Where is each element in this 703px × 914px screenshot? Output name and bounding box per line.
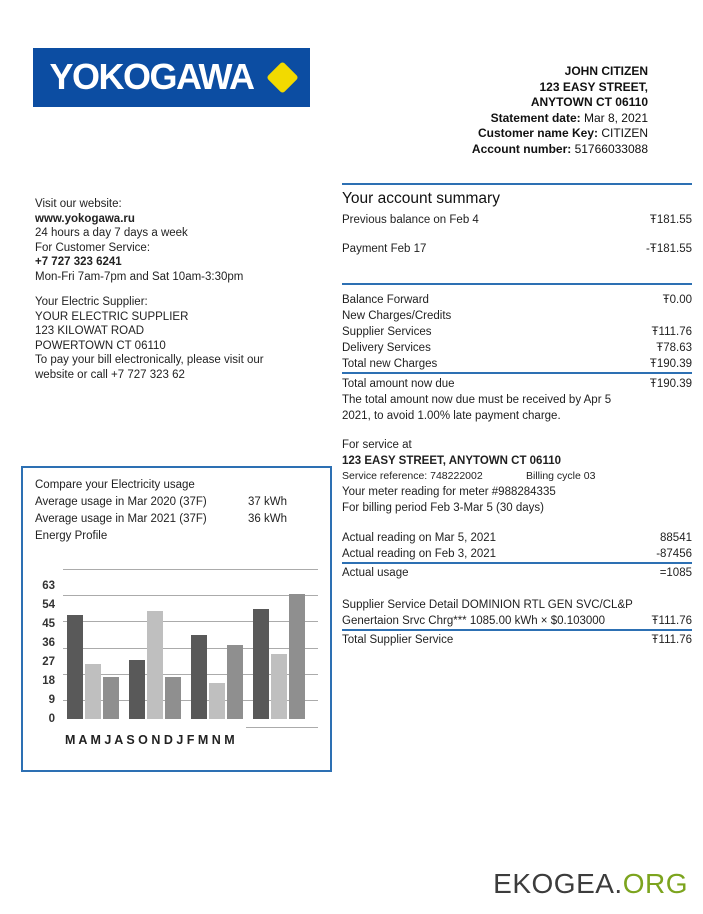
contact-line: 24 hours a day 7 days a week (35, 227, 188, 240)
meter-reading-line: Your meter reading for meter #988284335 (342, 486, 556, 498)
row-value: 36 kWh (248, 513, 287, 525)
charges-row-balance-forward (342, 292, 692, 308)
charges-row-new-charges (342, 308, 692, 324)
contact-line: Mon-Fri 7am-7pm and Sat 10am-3:30pm (35, 270, 244, 283)
y-tick-label: 36 (42, 636, 55, 649)
reading-row-feb (342, 546, 692, 562)
account-summary (342, 183, 692, 648)
bar (129, 660, 145, 719)
account-number-row (472, 142, 648, 158)
customer-key-value: CITIZEN (598, 126, 648, 140)
reading-row-mar (342, 530, 692, 546)
diamond-icon (266, 61, 299, 94)
bar (147, 611, 163, 719)
recipient-name: JOHN CITIZEN (564, 64, 648, 78)
website-url: www.yokogawa.ru (35, 212, 135, 225)
y-tick-label: 18 (42, 674, 55, 687)
divider-line (342, 629, 692, 631)
supplier-detail-header: Supplier Service Detail DOMINION RTL GEN SVC/CL&P (342, 599, 633, 611)
row-label: Actual reading on Feb 3, 2021 (342, 548, 497, 560)
bar (191, 635, 207, 720)
row-label: Total new Charges (342, 358, 438, 370)
ekogea-logo-dark: EKOGEA. (493, 868, 623, 899)
contact-line: Visit our website: (35, 198, 122, 210)
due-note-line-1: The total amount now due must be received by Apr 5 (342, 394, 612, 406)
row-value: =1085 (659, 567, 692, 579)
bar (67, 615, 83, 719)
generation-charge-row (342, 613, 692, 629)
row-value: Ŧ111.76 (651, 634, 692, 646)
supplier-block (35, 295, 264, 383)
y-tick-label: 54 (42, 598, 55, 611)
y-tick-label: 9 (48, 694, 55, 706)
account-number-value: 51766033088 (571, 141, 648, 156)
row-value: -87456 (656, 548, 692, 560)
supplier-pay-note-1: To pay your bill electronically, please visit our (35, 354, 264, 367)
charges-row-total-new-charges (342, 356, 692, 372)
bar (85, 664, 101, 719)
energy-profile-chart (35, 569, 318, 725)
bar-group (129, 611, 181, 719)
service-reference-row (342, 469, 692, 484)
row-label: Total amount now due (342, 378, 455, 390)
row-label: Average usage in Mar 2020 (37F) (35, 496, 207, 508)
service-address: 123 EASY STREET, ANYTOWN CT 06110 (342, 455, 562, 467)
supplier-line: Your Electric Supplier: (35, 296, 148, 308)
divider-line (342, 183, 692, 185)
bar (227, 645, 243, 719)
recipient-address-1: 123 EASY STREET, (539, 79, 648, 94)
account-number-label: Account number: (471, 141, 572, 156)
electricity-usage-box (21, 466, 332, 772)
contact-line: For Customer Service: (35, 241, 151, 254)
bar (209, 683, 225, 719)
charges-row-supplier-services (342, 324, 692, 340)
bar-group (67, 615, 119, 719)
usage-row-2020 (35, 494, 287, 511)
total-supplier-service-row (342, 632, 692, 648)
row-label: Genertaion Srvc Chrg*** 1085.00 kWh × $0.103000 (342, 615, 606, 627)
chart-plot (63, 569, 318, 719)
row-value: 88541 (660, 532, 692, 544)
y-tick-label: 63 (42, 579, 55, 592)
customer-service-phone: +7 727 323 6241 (35, 256, 122, 269)
row-value: Ŧ0.00 (662, 294, 692, 306)
supplier-address-2: POWERTOWN CT 06110 (35, 339, 166, 352)
statement-date-row (472, 111, 648, 127)
statement-date-value: Mar 8, 2021 (580, 110, 648, 125)
supplier-pay-note-2: website or call +7 727 323 62 (35, 368, 185, 381)
row-value: -Ŧ181.55 (645, 243, 692, 255)
actual-usage-row (342, 565, 692, 581)
ekogea-logo (493, 868, 688, 900)
chart-baseline-segment (246, 727, 318, 728)
chart-yticks (35, 569, 63, 725)
row-label: Actual reading on Mar 5, 2021 (342, 532, 497, 544)
supplier-address-1: 123 KILOWAT ROAD (35, 325, 145, 338)
ekogea-logo-green: ORG (622, 868, 688, 899)
row-value: Ŧ190.39 (649, 378, 692, 390)
row-label: Actual usage (342, 567, 409, 579)
row-label: Balance Forward (342, 294, 429, 306)
row-label: Total Supplier Service (342, 634, 454, 646)
service-intro: For service at (342, 439, 412, 451)
service-reference: Service reference: 748222002 (342, 470, 483, 482)
bar (271, 654, 287, 719)
gridline (63, 569, 318, 570)
logo-wordmark: YOKOGAWA (49, 55, 254, 97)
row-value: Ŧ181.55 (649, 214, 692, 226)
y-tick-label: 45 (42, 617, 55, 630)
usage-box-title: Compare your Electricity usage (35, 479, 195, 491)
supplier-name: YOUR ELECTRIC SUPPLIER (35, 310, 189, 323)
divider-line (342, 562, 692, 564)
billing-cycle: Billing cycle 03 (526, 470, 596, 482)
y-tick-label: 0 (48, 713, 55, 725)
usage-row-2021 (35, 511, 287, 528)
row-label: Average usage in Mar 2021 (37F) (35, 513, 207, 525)
chart-x-axis-labels: M A M J A S O N D J F M N M (65, 733, 235, 747)
summary-row-previous-balance (342, 212, 692, 228)
bar (289, 594, 305, 719)
divider-line (342, 283, 692, 285)
row-label: Payment Feb 17 (342, 243, 427, 255)
row-label: Delivery Services (342, 342, 431, 354)
row-value: Ŧ111.76 (651, 615, 692, 627)
yokogawa-logo (33, 48, 310, 107)
account-summary-title: Your account summary (342, 190, 500, 207)
row-value: 37 kWh (248, 496, 287, 508)
divider-line (342, 372, 692, 374)
recipient-block (472, 64, 648, 157)
bar-group (191, 635, 243, 720)
energy-profile-label: Energy Profile (35, 530, 108, 542)
customer-key-label: Customer name Key: (477, 126, 598, 140)
row-label: Supplier Services (342, 326, 432, 338)
charges-row-delivery-services (342, 340, 692, 356)
due-note-line-2: 2021, to avoid 1.00% late payment charge. (342, 410, 561, 422)
row-label: Previous balance on Feb 4 (342, 214, 479, 226)
row-value: Ŧ111.76 (651, 326, 692, 338)
contact-block (35, 197, 243, 285)
customer-key-row (472, 126, 648, 142)
bar (103, 677, 119, 719)
billing-period-line: For billing period Feb 3-Mar 5 (30 days) (342, 502, 544, 514)
total-due-row (342, 376, 692, 392)
row-value: Ŧ78.63 (656, 342, 692, 354)
statement-date-label: Statement date: (490, 110, 581, 125)
recipient-address-2: ANYTOWN CT 06110 (530, 95, 648, 109)
summary-row-payment (342, 241, 692, 257)
row-value: Ŧ190.39 (649, 358, 692, 370)
bar (253, 609, 269, 719)
bar-group (253, 594, 305, 719)
y-tick-label: 27 (42, 655, 55, 668)
chart-bars (67, 594, 305, 719)
bar (165, 677, 181, 719)
row-label: New Charges/Credits (342, 310, 452, 322)
